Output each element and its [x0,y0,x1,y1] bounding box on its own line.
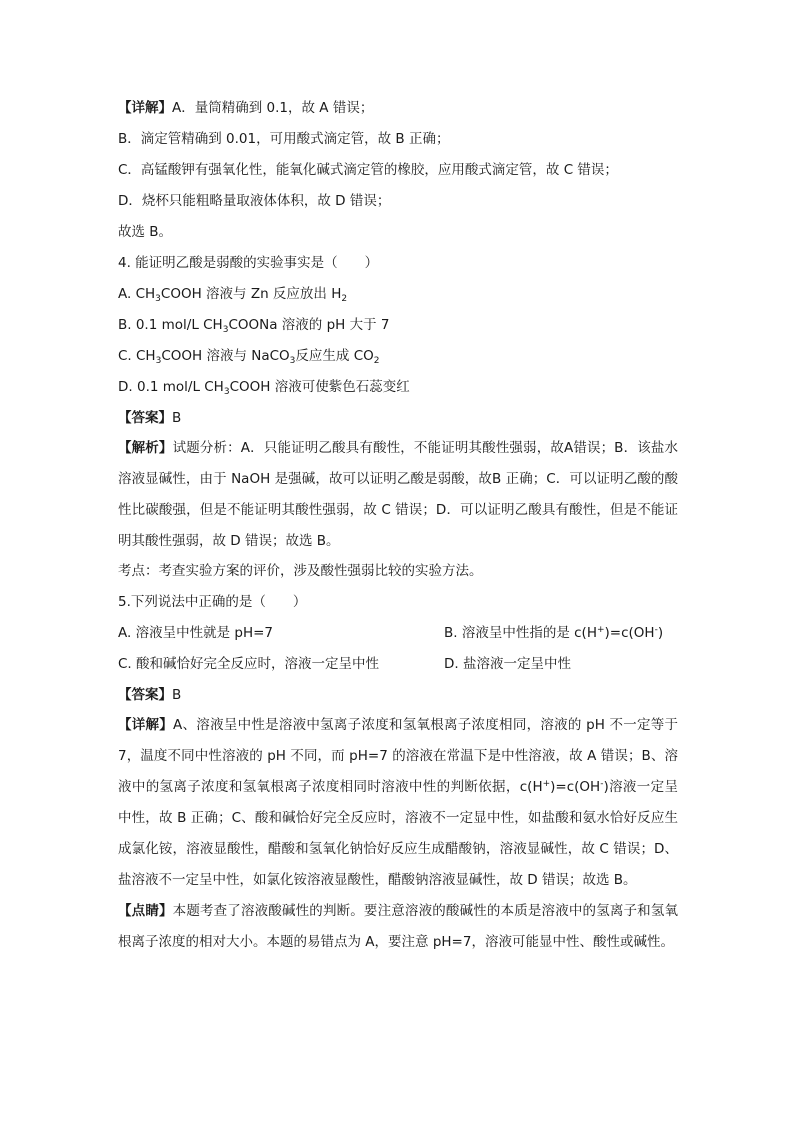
q4-option-c: C. $CH_3COOH$ 溶液与 NaCO$_3$反应生成 $CO_2$ [118,348,380,366]
q3-explain-line-c: C．高锰酸钾有强氧化性，能氧化碱式滴定管的橡胶，应用酸式滴定管，故 C 错误； [118,162,618,178]
q4-stem: 4. 能证明乙酸是弱酸的实验事实是（ ） [118,255,379,271]
q4-option-d: D. 0.1 mol/L $CH_3COOH$ 溶液可使紫色石蕊变红 [118,379,410,397]
q4-kaodian: 考点：考查实验方案的评价，涉及酸性强弱比较的实验方法。 [118,563,483,579]
q4-answer: 【答案】B [118,410,182,426]
explain-tag: 【详解】 [118,717,174,733]
q3-conclusion: 故选 B。 [118,224,173,240]
q3-explain-line-b: B．滴定管精确到 0.01，可用酸式滴定管，故 B 正确； [118,131,450,147]
q5-options-row-1 [118,623,678,643]
q3-explain-line-d: D．烧杯只能粗略量取液体体积，故 D 错误； [118,193,391,209]
q5-option-a: A. 溶液呈中性就是 pH=7 [118,625,273,641]
q5-options-row-2 [118,654,678,674]
q4-option-b: B. 0.1 mol/L $CH_3COONa$ 溶液的 pH 大于 7 [118,317,390,335]
q5-option-d: D. 盐溶液一定呈中性 [444,656,571,672]
q5-stem: 5.下列说法中正确的是（ ） [118,594,307,610]
point-tag: 【点睛】 [118,903,173,919]
q5-option-c: C. 酸和碱恰好完全反应时，溶液一定呈中性 [118,656,380,672]
q5-option-b: B. 溶液呈中性指的是 c(H+)=c(OH-) [444,625,664,641]
answer-tag: 【答案】 [118,687,172,703]
q4-option-a: A. $CH_3COOH$ 溶液与 Zn 反应放出 $H_2$ [118,286,348,304]
explain-tag: 【详解】 [118,100,172,116]
q4-analysis: 【解析】试题分析：A．只能证明乙酸具有酸性，不能证明其酸性强弱，故A错误；B．该盐水溶液显碱性，由于 NaOH 是强碱，故可以证明乙酸是弱酸，故B 正确；C．可以证明乙酸的酸性比碳酸强，但是不能证明其酸性强弱，故 C 错误；D．可以证明乙酸具有酸性，但是不能证明其酸性强弱，故 D 错误；故选 B。 [118,440,678,549]
q5-explain: 【详解】A、溶液呈中性是溶液中氢离子浓度和氢氧根离子浓度相同，溶液的 pH 不一定等于 7，温度不同中性溶液的 pH 不同，而 pH=7 的溶液在常温下是中性溶液，故 A 错误；B、溶液中的氢离子浓度和氢氧根离子浓度相同时溶液中性的判断依据，c(H+)=c(OH-)溶液一定呈中性，故 B 正确；C、酸和碱恰好完全反应时，溶液不一定显中性，如盐酸和氨水恰好反应生成氯化铵，溶液显酸性，醋酸和氢氧化钠恰好反应生成醋酸钠，溶液显碱性，故 C 错误；D、盐溶液不一定呈中性，如氯化铵溶液显酸性，醋酸钠溶液显碱性，故 D 错误；故选 B。 [118,717,678,888]
q5-point: 【点睛】本题考查了溶液酸碱性的判断。要注意溶液的酸碱性的本质是溶液中的氢离子和氢氧根离子浓度的相对大小。本题的易错点为 A，要注意 pH=7，溶液可能显中性、酸性或碱性。 [118,903,679,950]
document-page [118,98,678,958]
analysis-tag: 【解析】 [118,440,173,456]
answer-tag: 【答案】 [118,410,172,426]
q3-explain-line-a: 【详解】A．量筒精确到 0.1，故 A 错误； [118,100,374,116]
q5-answer: 【答案】B [118,687,182,703]
